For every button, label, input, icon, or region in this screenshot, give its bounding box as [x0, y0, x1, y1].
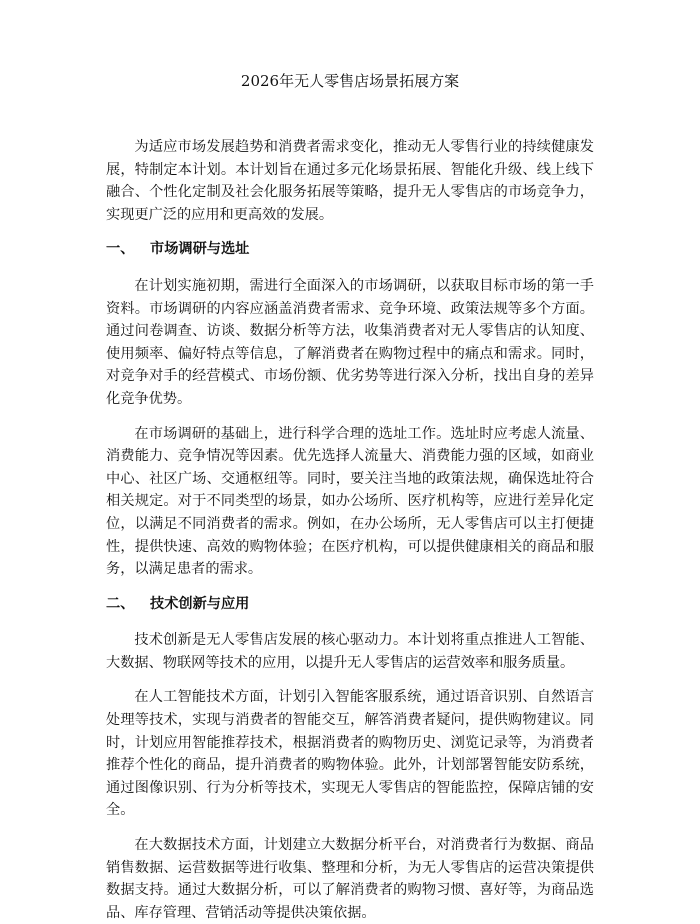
section-1-paragraph-2: 在市场调研的基础上，进行科学合理的选址工作。选址时应考虑人流量、消费能力、竞争情况等因素。优先选择人流量大、消费能力强的区域，如商业中心、社区广场、交通枢纽等。同时，要关注当地的政策法规，确保选址符合相关规定。对于不同类型的场景，如办公场所、医疗机构等，应进行差异化定位，以满足不同消费者的需求。例如，在办公场所，无人零售店可以主打便捷性，提供快速、高效的购物体验；在医疗机构，可以提供健康相关的商品和服务，以满足患者的需求。 — [106, 425, 594, 578]
section-1-paragraph-1: 在计划实施初期，需进行全面深入的市场调研，以获取目标市场的第一手资料。市场调研的内容应涵盖消费者需求、竞争环境、政策法规等多个方面。通过问卷调查、访谈、数据分析等方法，收集消费者对无人零售店的认知度、使用频率、偏好特点等信息，了解消费者在购物过程中的痛点和需求。同时，对竞争对手的经营模式、市场份额、优劣势等进行深入分析，找出自身的差异化竞争优势。 — [106, 277, 594, 407]
document-title: 2026年无人零售店场景拓展方案 — [240, 72, 460, 90]
section-2-paragraph-1: 技术创新是无人零售店发展的核心驱动力。本计划将重点推进人工智能、大数据、物联网等技术的应用，以提升无人零售店的运营效率和服务质量。 — [106, 632, 594, 671]
section-number: 一、 — [106, 241, 135, 258]
section-title: 市场调研与选址 — [150, 241, 250, 258]
section-heading-2 — [106, 593, 594, 616]
section-heading-1 — [106, 238, 594, 261]
section-2-paragraph-2: 在人工智能技术方面，计划引入智能客服系统，通过语音识别、自然语言处理等技术，实现与消费者的智能交互，解答消费者疑问，提供购物建议。同时，计划应用智能推荐技术，根据消费者的购物历史、浏览记录等，为消费者推荐个性化的商品，提升消费者的购物体验。此外，计划部署智能安防系统，通过图像识别、行为分析等技术，实现无人零售店的智能监控，保障店铺的安全。 — [106, 689, 594, 819]
intro-paragraph: 为适应市场发展趋势和消费者需求变化，推动无人零售行业的持续健康发展，特制定本计划。本计划旨在通过多元化场景拓展、智能化升级、线上线下融合、个性化定制及社会化服务拓展等策略，提升无人零售店的市场竞争力，实现更广泛的应用和更高效的发展。 — [106, 139, 594, 223]
section-2-paragraph-3: 在大数据技术方面，计划建立大数据分析平台，对消费者行为数据、商品销售数据、运营数据等进行收集、整理和分析，为无人零售店的运营决策提供数据支持。通过大数据分析，可以了解消费者的购物习惯、喜好等，为商品选品、库存管理、营销活动等提供决策依据。 — [106, 837, 594, 921]
section-title: 技术创新与应用 — [150, 595, 250, 612]
section-number: 二、 — [106, 595, 135, 612]
